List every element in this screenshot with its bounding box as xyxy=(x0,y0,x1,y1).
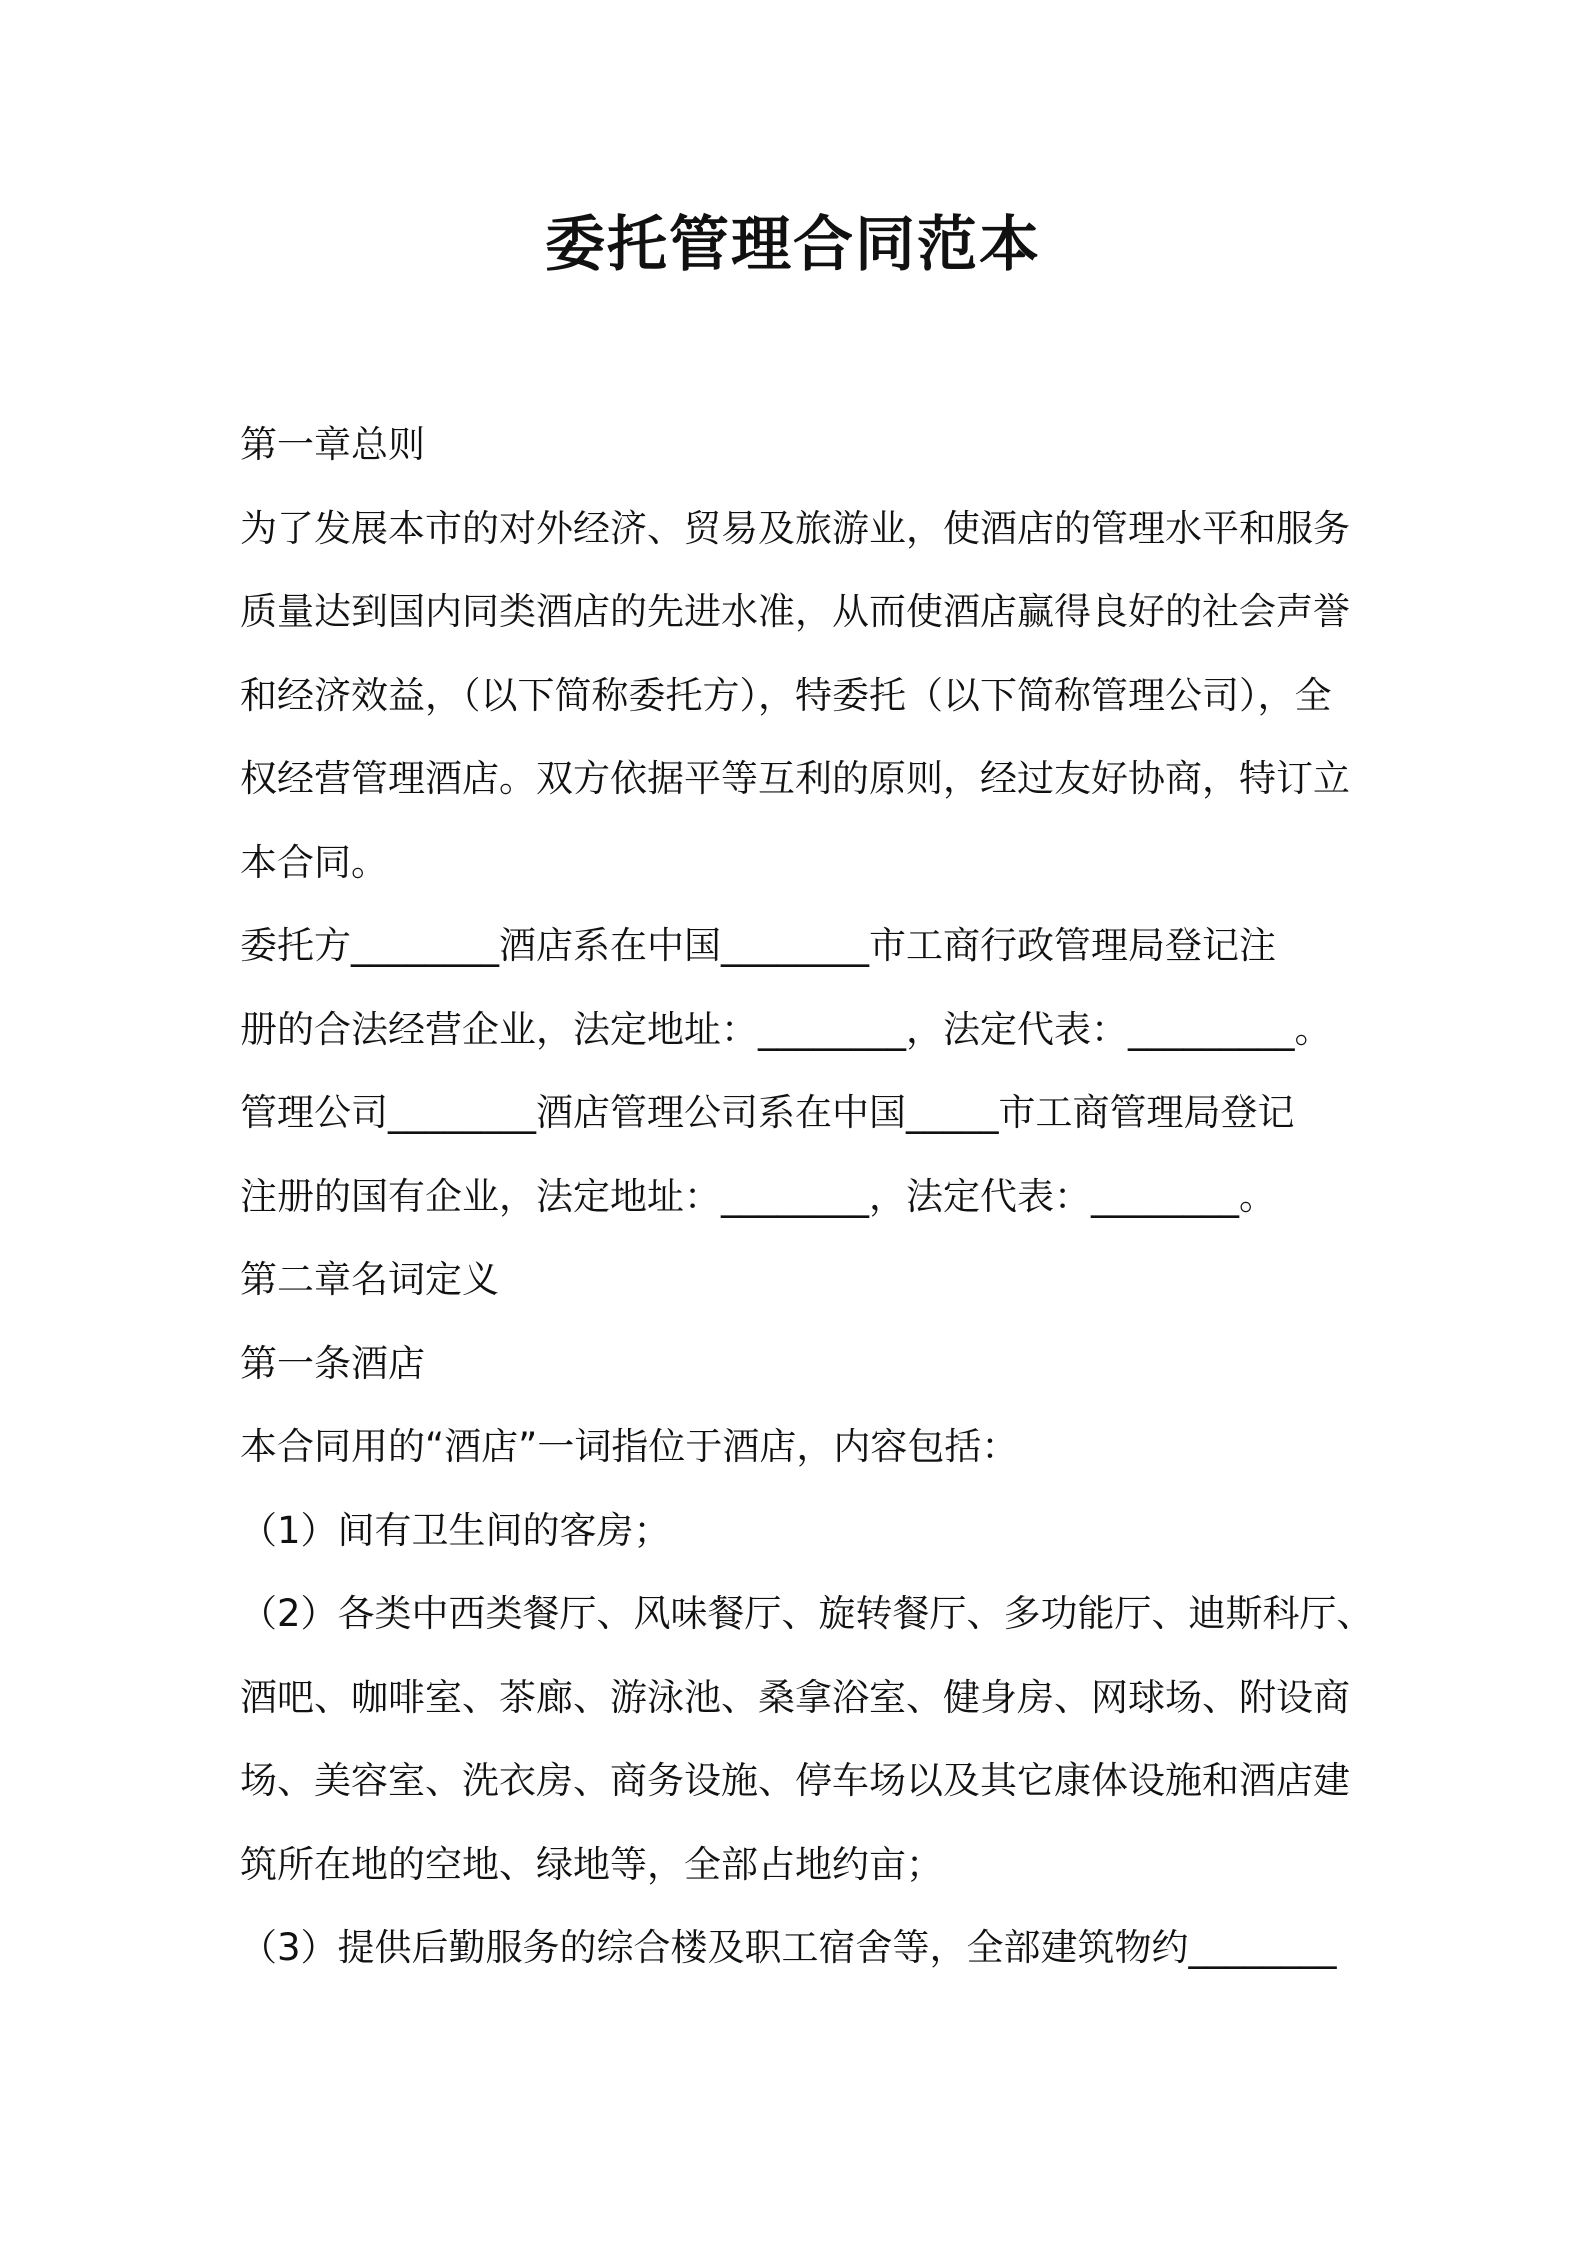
paragraph-line: 场、美容室、洗衣房、商务设施、停车场以及其它康体设施和酒店建 xyxy=(240,1759,1350,1802)
paragraph-line: 权经营管理酒店。双方依据平等互利的原则，经过友好协商，特订立 xyxy=(240,757,1350,800)
document-body xyxy=(240,403,1374,1990)
list-item: （3）提供后勤服务的综合楼及职工宿舍等，全部建筑物约________ xyxy=(240,1926,1337,1969)
paragraph-line: 册的合法经营企业，法定地址：________，法定代表：_________。 xyxy=(240,1007,1332,1051)
article-heading: 第一条酒店 xyxy=(240,1341,425,1385)
paragraph-line: 酒吧、咖啡室、茶廊、游泳池、桑拿浴室、健身房、网球场、附设商 xyxy=(240,1675,1350,1719)
paragraph-line: 管理公司________酒店管理公司系在中国_____市工商管理局登记 xyxy=(240,1091,1295,1134)
paragraph-line: 筑所在地的空地、绿地等，全部占地约亩； xyxy=(240,1842,943,1886)
chapter-heading: 第二章名词定义 xyxy=(240,1258,499,1301)
paragraph-line: 注册的国有企业，法定地址：________，法定代表：________。 xyxy=(240,1174,1276,1218)
paragraph-line: 本合同。 xyxy=(240,840,388,884)
paragraph-line: 委托方________酒店系在中国________市工商行政管理局登记注 xyxy=(240,924,1276,967)
list-item: （2）各类中西类餐厅、风味餐厅、旋转餐厅、多功能厅、迪斯科厅、 xyxy=(240,1592,1374,1635)
paragraph-line: 质量达到国内同类酒店的先进水准，从而使酒店赢得良好的社会声誉 xyxy=(240,590,1350,633)
paragraph-line: 本合同用的“酒店”一词指位于酒店，内容包括： xyxy=(240,1425,1019,1468)
paragraph-line: 和经济效益，（以下简称委托方），特委托（以下简称管理公司），全 xyxy=(240,673,1332,717)
list-item: （1）间有卫生间的客房； xyxy=(240,1508,671,1552)
paragraph-line: 为了发展本市的对外经济、贸易及旅游业，使酒店的管理水平和服务 xyxy=(240,506,1350,550)
document-title: 委托管理合同范本 xyxy=(545,210,1041,280)
chapter-heading: 第一章总则 xyxy=(240,423,425,466)
